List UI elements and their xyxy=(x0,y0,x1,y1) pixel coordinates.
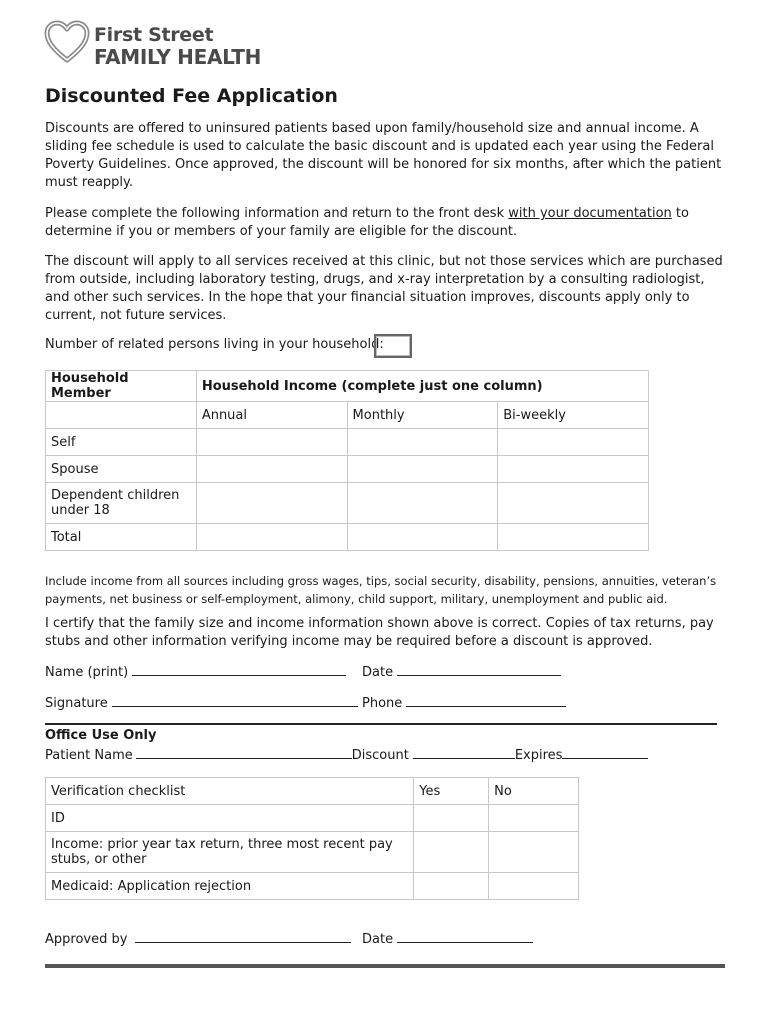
id-yes-checkbox[interactable] xyxy=(414,805,489,832)
household-income-table xyxy=(45,370,649,551)
approval-date-label: Date xyxy=(362,932,394,947)
verification-header-row xyxy=(46,778,579,805)
empty-header-cell xyxy=(46,402,197,429)
certification-paragraph: I certify that the family size and income information shown above is correct. Copies of tax returns, pay stubs and other information verifying income may be required before a discount is approved. xyxy=(45,616,714,649)
approved-by-input[interactable] xyxy=(135,930,351,943)
spouse-biweekly-input[interactable] xyxy=(498,456,649,483)
date-field xyxy=(362,663,561,680)
table-row xyxy=(46,483,649,524)
date-label: Date xyxy=(362,665,394,680)
spouse-annual-input[interactable] xyxy=(196,456,347,483)
section-divider xyxy=(45,723,717,725)
verification-checklist-header: Verification checklist xyxy=(46,778,414,805)
self-annual-input[interactable] xyxy=(196,429,347,456)
total-monthly-input[interactable] xyxy=(347,524,498,551)
biweekly-column-header: Bi-weekly xyxy=(498,402,649,429)
patient-name-input[interactable] xyxy=(136,746,352,759)
approved-by-label: Approved by xyxy=(45,932,128,947)
row-label-spouse: Spouse xyxy=(46,456,197,483)
signature-field xyxy=(45,694,358,711)
discount-label: Discount xyxy=(351,748,409,763)
expires-input[interactable] xyxy=(562,746,648,759)
signature-input[interactable] xyxy=(112,694,358,707)
self-monthly-input[interactable] xyxy=(347,429,498,456)
medicaid-yes-checkbox[interactable] xyxy=(414,873,489,900)
dependents-annual-input[interactable] xyxy=(196,483,347,524)
table-row xyxy=(46,456,649,483)
intro-paragraph: Discounts are offered to uninsured patients based upon family/household size and annual income. A sliding fee schedule is used to calculate the basic discount and is updated each year using the Federal Poverty Guidelines. Once approved, the discount will be honored for six months, after which the patient must reapply. xyxy=(45,121,722,190)
patient-name-label: Patient Name xyxy=(45,748,133,763)
household-count-input[interactable] xyxy=(374,334,412,358)
total-biweekly-input[interactable] xyxy=(498,524,649,551)
expires-label: Expires xyxy=(514,748,563,763)
name-print-field xyxy=(45,663,346,680)
discount-input[interactable] xyxy=(413,746,515,759)
id-no-checkbox[interactable] xyxy=(489,805,579,832)
clinic-logo xyxy=(44,20,262,69)
yes-column-header: Yes xyxy=(414,778,489,805)
table-row xyxy=(46,524,649,551)
phone-label: Phone xyxy=(362,696,403,711)
date-input[interactable] xyxy=(397,663,561,676)
services-paragraph: The discount will apply to all services received at this clinic, but not those services which are purchased from outside, including laboratory testing, drugs, and x-ray interpretation by a consulting radiologist, and other such services. In the hope that your financial situation improves, discounts apply only to current, not future services. xyxy=(45,254,723,323)
income-no-checkbox[interactable] xyxy=(489,832,579,873)
income-table-subheader-row xyxy=(46,402,649,429)
checklist-item-medicaid: Medicaid: Application rejection xyxy=(46,873,414,900)
row-label-total: Total xyxy=(46,524,197,551)
documentation-emphasis: with your documentation xyxy=(508,206,672,221)
heart-logo-icon xyxy=(44,20,90,64)
household-member-header: Household Member xyxy=(46,371,197,402)
name-print-label: Name (print) xyxy=(45,665,129,680)
no-column-header: No xyxy=(489,778,579,805)
phone-field xyxy=(362,694,566,711)
bottom-divider xyxy=(45,964,725,968)
dependents-monthly-input[interactable] xyxy=(347,483,498,524)
spouse-monthly-input[interactable] xyxy=(347,456,498,483)
table-row xyxy=(46,805,579,832)
phone-input[interactable] xyxy=(406,694,566,707)
income-sources-note: Include income from all sources including gross wages, tips, social security, disability, pensions, annuities, veteran’s payments, net business or self-employment, alimony, child support, military, unemployment and public aid. xyxy=(45,574,717,606)
table-row xyxy=(46,873,579,900)
annual-column-header: Annual xyxy=(196,402,347,429)
instructions-paragraph xyxy=(45,205,725,241)
signature-label: Signature xyxy=(45,696,108,711)
patient-name-field xyxy=(45,746,648,763)
income-yes-checkbox[interactable] xyxy=(414,832,489,873)
approval-date-field xyxy=(362,930,533,947)
name-print-input[interactable] xyxy=(132,663,346,676)
office-use-title: Office Use Only xyxy=(45,728,157,743)
dependents-biweekly-input[interactable] xyxy=(498,483,649,524)
household-income-header: Household Income (complete just one column) xyxy=(196,371,648,402)
checklist-item-id: ID xyxy=(46,805,414,832)
table-row xyxy=(46,832,579,873)
monthly-column-header: Monthly xyxy=(347,402,498,429)
instructions-text-before: Please complete the following information and return to the front desk xyxy=(45,206,509,221)
page-title: Discounted Fee Application xyxy=(45,85,338,107)
checklist-item-income: Income: prior year tax return, three most recent pay stubs, or other xyxy=(46,832,414,873)
instructions-text-after: to determine if you or members of your family are eligible for the discount. xyxy=(45,206,689,239)
self-biweekly-input[interactable] xyxy=(498,429,649,456)
row-label-dependents: Dependent children under 18 xyxy=(46,483,197,524)
household-count-label: Number of related persons living in your household: xyxy=(45,337,384,352)
medicaid-no-checkbox[interactable] xyxy=(489,873,579,900)
table-row xyxy=(46,429,649,456)
logo-text-line2: FAMILY HEALTH xyxy=(94,45,262,69)
income-table-header-row xyxy=(46,371,649,402)
approval-date-input[interactable] xyxy=(397,930,533,943)
total-annual-input[interactable] xyxy=(196,524,347,551)
verification-checklist-table xyxy=(45,777,579,900)
row-label-self: Self xyxy=(46,429,197,456)
logo-text-line1: First Street xyxy=(94,24,214,46)
approved-by-field xyxy=(45,930,351,947)
